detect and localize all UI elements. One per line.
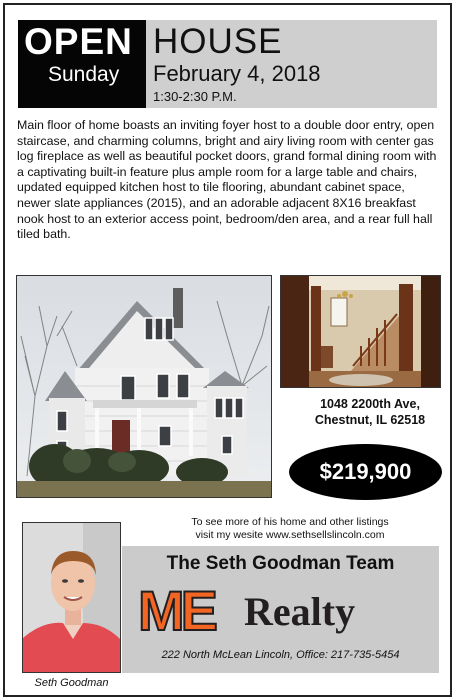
house-exterior-photo bbox=[16, 275, 272, 498]
price-label: $219,900 bbox=[319, 459, 412, 484]
address-line-2: Chestnut, IL 62518 bbox=[314, 413, 426, 427]
house-label: HOUSE bbox=[153, 22, 283, 61]
promo-website-line: visit my wesite www.sethsellslincoln.com bbox=[195, 529, 385, 541]
property-description: Main floor of home boasts an inviting foyer host to a double door entry, open staircase, and charming columns, bright and airy living room with center gas log fireplace as well as beautiful pocket doors, grand formal dining room with a captivating built-in feature plus ample room for a large table and chairs, updated equipped kitchen host to tile flooring, abundant cabinet space, newer slate appliances (2015), and an adorable adjacent 8X16 breakfast nook host to an exterior access point, bedroom/den area, and a rear full hall tiled bath. bbox=[17, 118, 437, 242]
date-label: February 4, 2018 bbox=[153, 61, 321, 86]
day-label: Sunday bbox=[48, 63, 120, 86]
agent-name: Seth Goodman bbox=[34, 677, 109, 689]
team-name: The Seth Goodman Team bbox=[166, 553, 395, 574]
office-address: 222 North McLean Lincoln, Office: 217-735-5454 bbox=[161, 649, 400, 661]
address-line-1: 1048 2200th Ave, bbox=[320, 397, 420, 411]
me-realty-logo bbox=[138, 578, 398, 638]
logo-me-text: ME bbox=[138, 579, 214, 638]
interior-staircase-photo bbox=[280, 275, 441, 388]
open-label: OPEN bbox=[24, 21, 133, 62]
time-label: 1:30-2:30 P.M. bbox=[153, 89, 237, 104]
promo-line-1: To see more of his home and other listings bbox=[191, 516, 389, 528]
logo-realty-text: Realty bbox=[244, 589, 356, 634]
agent-photo bbox=[22, 522, 121, 673]
